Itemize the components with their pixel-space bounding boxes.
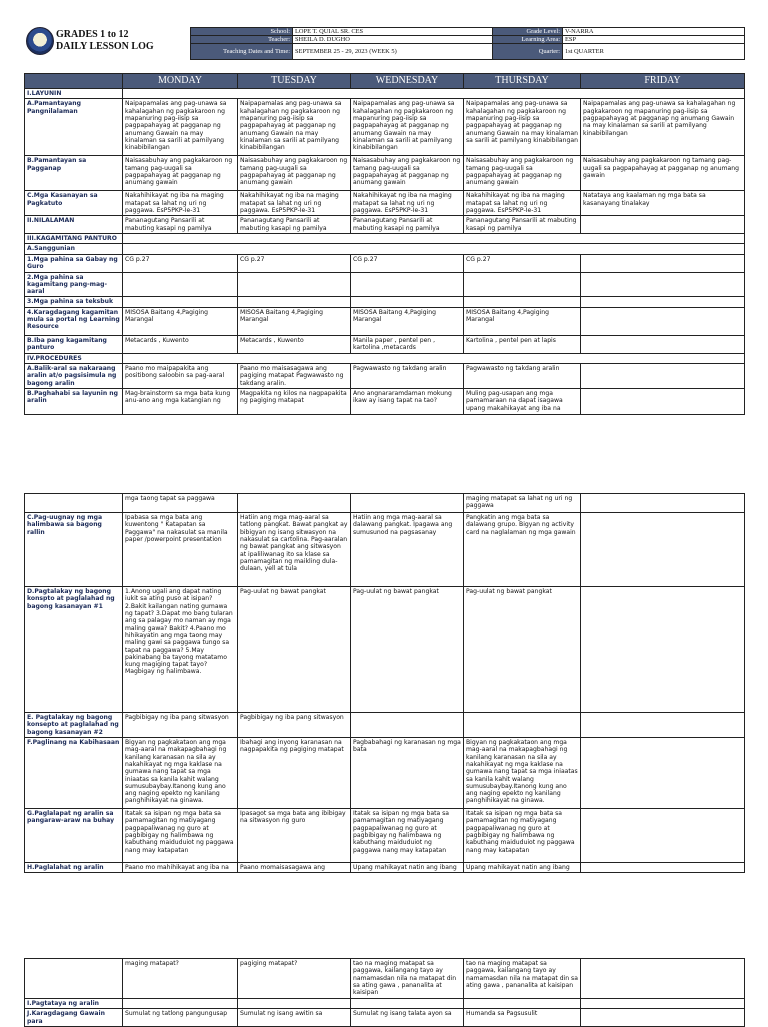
cell-wednesday: Naisasabuhay ang pagkakaroon ng tamang pag-uugali sa pagpapahayag at pagganap ng anumang gawain [351, 156, 464, 191]
cell-friday [581, 335, 745, 353]
cell-friday: Naipapamalas ang pag-unawa sa kahalagahan ng pagkakaroon ng mapanuring pag-iisip sa pagpapahayag at pagganap ng anumang Gawain na may kinalaman sa sarili at pamilyang kinabibilangan [581, 99, 745, 156]
cell-wednesday: Pananagutang Pansarili at mabuting kasapi ng pamilya [351, 216, 464, 234]
cell-thursday: Itatak sa isipan ng mga bata sa pamamagitan ng matiyagang pagpapaliwanag ng guro at pagbibigay ng halimbawa ng kabuthang maiduduiot ng paggawa nang may katapatan [464, 808, 581, 862]
row-4-karagdagang-kagamitan-mula-sa-portal-ng-learning-resource [25, 307, 745, 335]
title-line-1: GRADES 1 to 12 [56, 29, 129, 40]
cell-wednesday: Itatak sa isipan ng mga bata sa pamamagitan ng matiyagang pagpapaliwanag ng guro at pagbibigay ng halimbawa ng kabuthang maiduduiot ng paggawa nang may katapatan [351, 808, 464, 862]
corner-cell [25, 74, 123, 89]
cell-monday: Mag-brainstorm sa mga bata kung anu-ano ang mga katangian ng [123, 389, 238, 415]
cell-tuesday: Ipasagot sa mga bata ang ibibigay na sitwasyon ng guro [238, 808, 351, 862]
section-spacer [123, 353, 745, 363]
cell-monday: Metacards , Kuwento [123, 335, 238, 353]
row-label: I.LAYUNIN [25, 89, 123, 99]
row-label: B.Iba pang kagamitang panturo [25, 335, 123, 353]
cell-tuesday: CG p.27 [238, 254, 351, 272]
cell-monday: Ipabasa sa mga bata ang kuwentong " Katapatan sa Paggawa" na nakasulat sa manila paper /powerpoint presentation [123, 513, 238, 587]
dll-header [24, 27, 744, 67]
cell-wednesday: Hatiin ang mga mag-aaral sa dalawang pangkat. Ipagawa ang sumusunod na pagsasanay [351, 513, 464, 587]
cell-monday: maging matapat? [123, 959, 238, 999]
row-e-pagtalakay-ng-bagong-konsepto-at-paglalahad-ng-bagong-kasanayan-2 [25, 713, 745, 738]
cell-thursday: Upang mahikayat natin ang ibang [464, 862, 581, 872]
row-label: B.Paghahabi sa layunin ng aralin [25, 389, 123, 415]
row-label: I.Pagtataya ng aralin [25, 999, 123, 1009]
row-label: G.Paglalapat ng aralin sa pangaraw-araw na buhay [25, 808, 123, 862]
cell-wednesday: Pag-uulat ng bawat pangkat [351, 587, 464, 713]
cell-tuesday: Paano mo maisasagawa ang pagiging matapat Pagwawasto ng takdang aralin. [238, 364, 351, 389]
cell-monday: Pananagutang Pansarili at mabuting kasapi ng pamilya [123, 216, 238, 234]
cell-wednesday [351, 713, 464, 738]
cell-friday [581, 307, 745, 335]
cell-tuesday: Naipapamalas ang pag-unawa sa kahalagahan ng pagkakaroon ng mapanuring pag-iisip sa pagpapahayag at pagganap ng anumang Gawain na may kinalaman sa sarili at pamilyang kinabibilangan [238, 99, 351, 156]
cell-monday: Naipapamalas ang pag-unawa sa kahalagahan ng pagkakaroon ng mapanuring pag-iisip sa pagpapahayag at pagganap ng anumang Gawain na may kinalaman sa sarili at pamilyang kinabibilangan [123, 99, 238, 156]
cell-thursday [464, 713, 581, 738]
grade-label: Grade Level: [493, 28, 563, 36]
title-line-2: DAILY LESSON LOG [56, 41, 154, 52]
row-label: 4.Karagdagang kagamitan mula sa portal ng Learning Resource [25, 307, 123, 335]
school-label: School: [191, 28, 293, 36]
lesson-log-table-3 [24, 958, 745, 1027]
row-label [25, 959, 123, 999]
cell-friday [581, 587, 745, 713]
cell-monday: Paano mo maipapakita ang positibong saloobin sa pag-aaral [123, 364, 238, 389]
row-label: III.KAGAMITANG PANTURO [25, 233, 123, 243]
area-value: ESP [563, 36, 745, 44]
row-label: D.Pagtalakay ng bagong konspto at paglalahad ng bagong kasanayan #1 [25, 587, 123, 713]
day-thursday: THURSDAY [464, 74, 581, 89]
cell-friday [581, 494, 745, 513]
cell-tuesday: MISOSA Baitang 4,Pagiging Marangal [238, 307, 351, 335]
cell-friday [581, 959, 745, 999]
row-label: 1.Mga pahina sa Gabay ng Guro [25, 254, 123, 272]
cell-monday [123, 999, 238, 1009]
cell-thursday: Humanda sa Pagsusulit [464, 1009, 581, 1027]
cell-monday: CG p.27 [123, 254, 238, 272]
cell-monday: Naisasabuhay ang pagkakaroon ng tamang pag-uugali sa pagpapahayag at pagganap ng anumang gawain [123, 156, 238, 191]
lesson-log-table-1 [24, 73, 745, 415]
cell-wednesday: CG p.27 [351, 254, 464, 272]
row-label: C.Mga Kasanayan sa Pagkatuto [25, 191, 123, 216]
cell-friday [581, 216, 745, 234]
row-b-iba-pang-kagamitang-panturo [25, 335, 745, 353]
cell-thursday [464, 999, 581, 1009]
row-label: A.Sanggunian [25, 244, 123, 254]
cell-friday [581, 513, 745, 587]
cell-thursday: Bigyan ng pagkakataon ang mga mag-aaral na makapagbahagi ng kanilang karanasan na sila ay nakahikayat ng mga kaklase na gumawa nang tapat sa mga iniaatas sa kanila kahit walang sumusubaybay.Itanong kung ano ang naging epekto ng kanilang panghihikayat na ginawa. [464, 737, 581, 808]
cell-tuesday: Hatiin ang mga mag-aaral sa tatlong pangkat. Bawat pangkat ay bibigyan ng isang sitwasyon na nakasulat sa cartolina. Pag-aaralan ng bawat pangkat ang sitwasyon at ipaliliwanag ito sa klase sa pamamagitan ng maikling dula-dulaan, yell at tula [238, 513, 351, 587]
cell-wednesday [351, 999, 464, 1009]
cell-tuesday [238, 297, 351, 307]
grade-value: V-NARRA [563, 28, 745, 36]
dates-label: Teaching Dates and Time: [191, 44, 293, 60]
day-wednesday: WEDNESDAY [351, 74, 464, 89]
cell-wednesday: Nakahihikayat ng iba na maging matapat sa lahat ng uri ng paggawa. EsP5PKP-Ie-31 [351, 191, 464, 216]
cell-monday: Bigyan ng pagkakataon ang mga mag-aaral na makapagbahagi ng kanilang karanasan na sila ay nakahikayat ng mga kaklase na gumawa nang tapat sa mga iniaatas sa kanila kahit walang sumusubaybay.Itanong kung ano ang naging epekto ng kanilang panghihikayat na ginawa. [123, 737, 238, 808]
cell-wednesday: Pagwawasto ng takdang aralin [351, 364, 464, 389]
cell-wednesday: Manila paper , pentel pen , kartolina ,metacards [351, 335, 464, 353]
cell-wednesday: Sumulat ng isang talata ayon sa [351, 1009, 464, 1027]
row-iv-procedures [25, 353, 745, 363]
cell-wednesday: Ano angnararamdaman mokung ikaw ay isang tapat na tao? [351, 389, 464, 415]
cell-tuesday: Ibahagi ang inyong karanasan na nagpapakita ng pagiging matapat [238, 737, 351, 808]
row-d-pagtalakay-ng-bagong-konspto-at-paglalahad-ng-bagong-kasanayan-1 [25, 587, 745, 713]
cell-thursday: Pag-uulat ng bawat pangkat [464, 587, 581, 713]
row-g-paglalapat-ng-aralin-sa-pangaraw-araw-na-buhay [25, 808, 745, 862]
row-b-paghahabi-sa-layunin-ng-aralin [25, 389, 745, 415]
teacher-value: SHEILA D. DUGHO [293, 36, 493, 44]
day-tuesday: TUESDAY [238, 74, 351, 89]
quarter-label: Quarter: [493, 44, 563, 60]
cell-monday: mga taong tapat sa paggawa [123, 494, 238, 513]
cell-thursday: Naipapamalas ang pag-unawa sa kahalagahan ng pagkakaroon ng mapanuring pag-iisip sa pagpapahayag at pagganap ng anumang Gawain na may kinalaman sa sarili at pamilyang kinabibilangan [464, 99, 581, 156]
cell-tuesday: pagiging matapat? [238, 959, 351, 999]
section-spacer [123, 89, 745, 99]
row-label: A.Balik-aral sa nakaraang aralin at/o pagsisimula ng bagong aralin [25, 364, 123, 389]
cell-thursday: tao na maging matapat sa paggawa, kailangang tayo ay namamasdan nila na matapat din sa ating gawa , pananalita at kaisipan [464, 959, 581, 999]
row-label: 3.Mga pahina sa teksbuk [25, 297, 123, 307]
cell-monday: 1.Anong ugali ang dapat nating iukit sa ating puso at isipan? 2.Bakit kailangan nating gumawa ng tapat? 3.Dapat mo bang tularan ang sa palagay mo naman ay mga maling gawa? Bakit? 4.Paano mo hihikayatin ang mga taong may maling gawi sa paggawa tungo sa tapat na paggawa? 5.May pakinabang ba tayong matatamo kung magiging tapat tayo? Magbigay ng halimbawa. [123, 587, 238, 713]
cell-thursday [464, 272, 581, 297]
area-label: Learning Area: [493, 36, 563, 44]
cell-tuesday [238, 494, 351, 513]
row-iii-kagamitang-panturo [25, 233, 745, 243]
cell-monday: Pagbibigay ng iba pang sitwasyon [123, 713, 238, 738]
row-label: C.Pag-uugnay ng mga halimbawa sa bagong rallin [25, 513, 123, 587]
cell-friday [581, 999, 745, 1009]
cell-wednesday [351, 494, 464, 513]
row-i-layunin [25, 89, 745, 99]
row-b-pamantayan-sa-pagganap [25, 156, 745, 191]
cell-friday: Natataya ang kaalaman ng mga bata sa kasanayang tinalakay [581, 191, 745, 216]
cell-tuesday: Sumulat ng isang awitin sa [238, 1009, 351, 1027]
row-row [25, 494, 745, 513]
section-spacer [123, 233, 745, 243]
row-c-pag-uugnay-ng-mga-halimbawa-sa-bagong-rallin [25, 513, 745, 587]
row-label: 2.Mga pahina sa kagamitang pang-mag-aaral [25, 272, 123, 297]
cell-monday: Sumulat ng tatlong pangungusap [123, 1009, 238, 1027]
lesson-log-page-3 [24, 958, 744, 1027]
cell-thursday [464, 297, 581, 307]
cell-wednesday: Upang mahikayat natin ang ibang [351, 862, 464, 872]
lesson-log-page-1 [24, 73, 744, 415]
section-spacer [123, 244, 745, 254]
row-row [25, 959, 745, 999]
row-2-mga-pahina-sa-kagamitang-pang-mag-aaral [25, 272, 745, 297]
row-label: E. Pagtalakay ng bagong konsepto at paglalahad ng bagong kasanayan #2 [25, 713, 123, 738]
cell-tuesday: Nakahihikayat ng iba na maging matapat sa lahat ng uri ng paggawa. EsP5PKP-Ie-31 [238, 191, 351, 216]
cell-friday [581, 808, 745, 862]
cell-tuesday: Pananagutang Pansarili at mabuting kasapi ng pamilya [238, 216, 351, 234]
cell-thursday: maging matapat sa lahat ng uri ng paggawa [464, 494, 581, 513]
row-label: B.Pamantayan sa Pagganap [25, 156, 123, 191]
row-label: F.Paglinang na Kabihasaan [25, 737, 123, 808]
cell-tuesday: Naisasabuhay ang pagkakaroon ng tamang pag-uugali sa pagpapahayag at pagganap ng anumang gawain [238, 156, 351, 191]
day-friday: FRIDAY [581, 74, 745, 89]
cell-thursday: Naisasabuhay ang pagkakaroon ng tamang pag-uugali sa pagpapahayag at pagganap ng anumang gawain [464, 156, 581, 191]
cell-friday [581, 737, 745, 808]
row-h-paglalahat-ng-aralin [25, 862, 745, 872]
cell-thursday: Pagwawasto ng takdang aralin [464, 364, 581, 389]
day-monday: MONDAY [123, 74, 238, 89]
cell-friday [581, 254, 745, 272]
cell-friday [581, 272, 745, 297]
cell-thursday: Pangkatin ang mga bata sa dalawang grupo. Bigyan ng activity card na naglalaman ng mga gawain [464, 513, 581, 587]
cell-friday: Naisasabuhay ang pagkakaroon ng tamang pag-uugali sa pagpapahayag at pagganap ng anumang gawain [581, 156, 745, 191]
row-label: J.Karagdagang Gawain para [25, 1009, 123, 1027]
cell-monday [123, 272, 238, 297]
teacher-label: Teacher: [191, 36, 293, 44]
cell-wednesday [351, 272, 464, 297]
row-c-mga-kasanayan-sa-pagkatuto [25, 191, 745, 216]
document-title [56, 29, 154, 53]
cell-wednesday: Pagbabahagi ng karanasan ng mga bata [351, 737, 464, 808]
cell-friday [581, 713, 745, 738]
deped-seal-icon [26, 27, 54, 55]
cell-monday: Paano mo mahihikayat ang iba na [123, 862, 238, 872]
cell-tuesday: Pag-uulat ng bawat pangkat [238, 587, 351, 713]
cell-tuesday: Metacards , Kuwento [238, 335, 351, 353]
row-ii-nilalaman [25, 216, 745, 234]
cell-thursday: Kartolina , pentel pen at lapis [464, 335, 581, 353]
cell-monday [123, 297, 238, 307]
quarter-value: 1st QUARTER [563, 44, 745, 60]
row-a-balik-aral-sa-nakaraang-aralin-at-o-pagsisimula-ng-bagong-aralin [25, 364, 745, 389]
row-1-mga-pahina-sa-gabay-ng-guro [25, 254, 745, 272]
cell-friday [581, 389, 745, 415]
cell-wednesday: MISOSA Baitang 4,Pagiging Marangal [351, 307, 464, 335]
dates-value: SEPTEMBER 25 - 29, 2023 (WEEK 5) [293, 44, 493, 60]
cell-thursday: Muling pag-usapan ang mga pamamaraan na dapat isagawa upang makahikayat ang iba na [464, 389, 581, 415]
cell-wednesday [351, 297, 464, 307]
row-a-pamantayang-pangnilalaman [25, 99, 745, 156]
row-i-pagtataya-ng-aralin [25, 999, 745, 1009]
header-info-table [190, 27, 745, 60]
cell-friday [581, 297, 745, 307]
cell-monday: Itatak sa isipan ng mga bata sa pamamagitan ng matiyagang pagpapaliwanag ng guro at pagbibigay ng halimbawa ng kabuthang maiduduiot ng paggawa nang may katapatan [123, 808, 238, 862]
cell-wednesday: tao na maging matapat sa paggawa, kailangang tayo ay namamasdan nila na matapat din sa ating gawa , pananalita at kaisipan [351, 959, 464, 999]
row-3-mga-pahina-sa-teksbuk [25, 297, 745, 307]
cell-tuesday [238, 272, 351, 297]
cell-tuesday: Pagbibigay ng iba pang sitwasyon [238, 713, 351, 738]
cell-thursday: Pananagutang Pansarili at mabuting kasapi ng pamilya [464, 216, 581, 234]
cell-monday: Nakahihikayat ng iba na maging matapat sa lahat ng uri ng paggawa. EsP5PKP-Ie-31 [123, 191, 238, 216]
row-label: II.NILALAMAN [25, 216, 123, 234]
row-a-sanggunian [25, 244, 745, 254]
cell-monday: MISOSA Baitang 4,Pagiging Marangal [123, 307, 238, 335]
row-label: A.Pamantayang Pangnilalaman [25, 99, 123, 156]
cell-thursday: MISOSA Baitang 4,Pagiging Marangal [464, 307, 581, 335]
row-label: IV.PROCEDURES [25, 353, 123, 363]
row-f-paglinang-na-kabihasaan [25, 737, 745, 808]
cell-thursday: CG p.27 [464, 254, 581, 272]
cell-thursday: Nakahihikayat ng iba na maging matapat sa lahat ng uri ng paggawa. EsP5PKP-Ie-31 [464, 191, 581, 216]
cell-wednesday: Naipapamalas ang pag-unawa sa kahalagahan ng pagkakaroon ng mapanuring pag-iisip sa pagpapahayag at pagganap ng anumang Gawain na may kinalaman sa sarili at pamilyang kinabibilangan [351, 99, 464, 156]
cell-tuesday: Paano momaisasagawa ang [238, 862, 351, 872]
cell-friday [581, 364, 745, 389]
cell-tuesday [238, 999, 351, 1009]
school-value: LOPE T. QUIAL SR. CES [293, 28, 493, 36]
cell-friday [581, 862, 745, 872]
lesson-log-page-2 [24, 493, 744, 873]
row-label [25, 494, 123, 513]
row-label: H.Paglalahat ng aralin [25, 862, 123, 872]
cell-tuesday: Magpakita ng kilos na nagpapakita ng pagiging matapat [238, 389, 351, 415]
lesson-log-table-2 [24, 493, 745, 873]
